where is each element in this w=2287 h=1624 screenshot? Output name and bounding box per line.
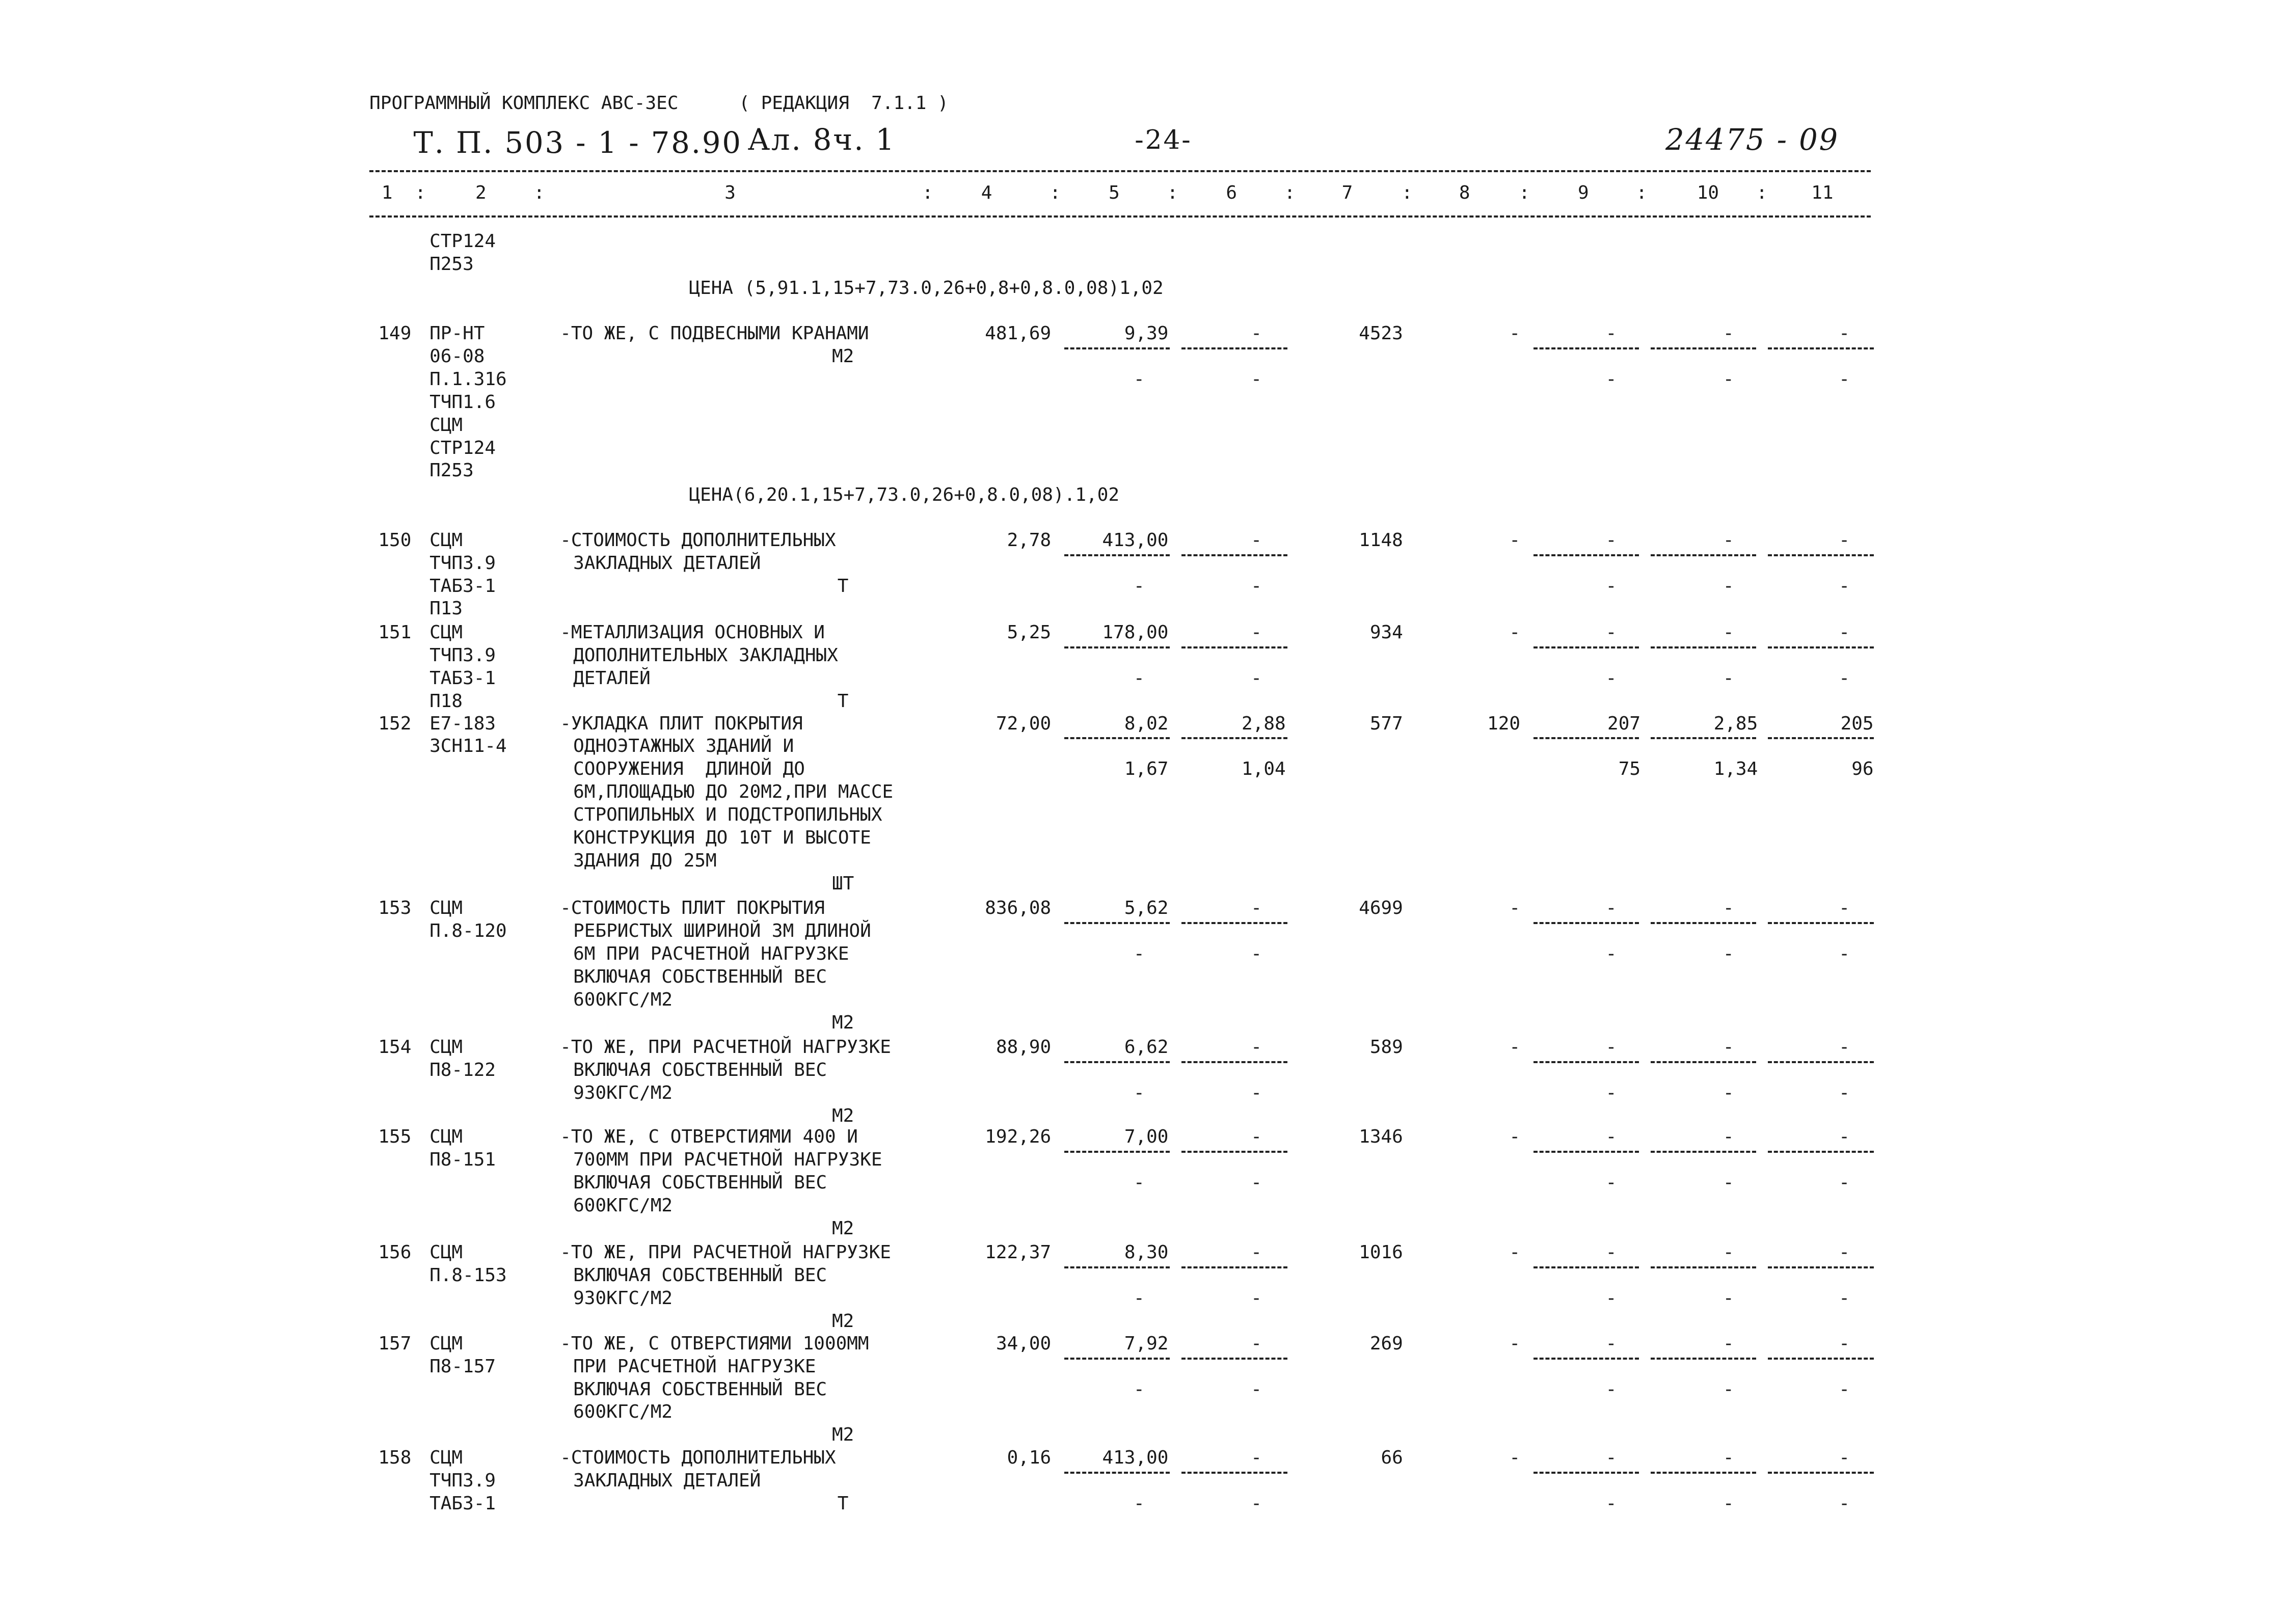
row-number: 157: [378, 1333, 412, 1354]
row-c5: 6,62: [1124, 1037, 1169, 1058]
row-c11b: -: [1839, 575, 1850, 597]
row-unit: Т: [837, 690, 849, 712]
row-c11b: 96: [1851, 759, 1874, 780]
row-code: ТЧП3.9: [429, 1470, 496, 1492]
row-c9: -: [1605, 1242, 1617, 1263]
row-c6: -: [1251, 1037, 1262, 1058]
row-description: -МЕТАЛЛИЗАЦИЯ ОСНОВНЫХ И: [560, 622, 825, 643]
row-c10: 2,85: [1713, 713, 1758, 734]
row-c11b: -: [1839, 1082, 1850, 1104]
row-code: П.8-153: [429, 1265, 507, 1286]
row-description: 930КГС/М2: [573, 1288, 673, 1309]
row-c7: 577: [1369, 713, 1403, 734]
row-c5: 413,00: [1102, 529, 1169, 551]
row-c11: -: [1839, 1333, 1850, 1354]
row-number: 156: [378, 1242, 412, 1263]
row-c11b: -: [1839, 1288, 1850, 1309]
row-c6b: -: [1251, 1493, 1262, 1514]
row-c8: -: [1509, 529, 1521, 551]
code-line: СТР124: [429, 230, 496, 252]
row-c10b: -: [1723, 575, 1734, 597]
row-number: 154: [378, 1037, 412, 1058]
row-split-rule: [1651, 554, 1756, 556]
row-split-rule: [1651, 1061, 1756, 1063]
row-c10b: -: [1723, 1172, 1734, 1193]
row-description: -СТОИМОСТЬ ДОПОЛНИТЕЛЬНЫХ: [560, 529, 836, 551]
row-code: СЦМ: [429, 622, 463, 643]
row-c7: 1016: [1359, 1242, 1403, 1263]
row-c6: -: [1251, 1126, 1262, 1147]
row-c11: -: [1839, 1037, 1850, 1058]
row-description: -СТОИМОСТЬ ПЛИТ ПОКРЫТИЯ: [560, 898, 825, 919]
row-description: ОДНОЭТАЖНЫХ ЗДАНИЙ И: [573, 736, 794, 757]
row-c9: -: [1605, 622, 1617, 643]
row-c8: -: [1509, 622, 1521, 643]
row-description: ВКЛЮЧАЯ СОБСТВЕННЫЙ ВЕС: [573, 1172, 827, 1193]
row-split-rule: [1533, 1151, 1639, 1153]
row-split-rule: [1064, 347, 1170, 349]
row-split-rule: [1768, 1151, 1873, 1153]
row-c11: -: [1839, 1242, 1850, 1263]
row-split-rule: [1651, 1266, 1756, 1268]
row-c6b: -: [1251, 1378, 1262, 1400]
row-unit: ШТ: [831, 873, 854, 894]
row-description: -ТО ЖЕ, С ОТВЕРСТИЯМИ 1000ММ: [560, 1333, 869, 1354]
row-c7: 66: [1381, 1447, 1403, 1469]
row-description: ЗАКЛАДНЫХ ДЕТАЛЕЙ: [573, 1470, 761, 1492]
row-c10: -: [1723, 898, 1734, 919]
row-code: П18: [429, 690, 463, 712]
row-c9b: -: [1605, 667, 1617, 689]
row-quantity: 72,00: [995, 713, 1052, 734]
row-split-rule: [1181, 1358, 1287, 1360]
row-split-rule: [1064, 1151, 1170, 1153]
row-c5: 413,00: [1102, 1447, 1169, 1469]
row-code: ЗСН11-4: [429, 736, 507, 757]
row-code: СЦМ: [429, 414, 463, 436]
column-separator: :: [1401, 182, 1413, 203]
row-c6: -: [1251, 1333, 1262, 1354]
column-number: 8: [1459, 182, 1470, 203]
row-c7: 1346: [1359, 1126, 1403, 1147]
row-number: 155: [378, 1126, 412, 1147]
row-split-rule: [1533, 554, 1639, 556]
row-split-rule: [1768, 1358, 1873, 1360]
row-c6: -: [1251, 323, 1262, 344]
row-quantity: 192,26: [985, 1126, 1052, 1147]
row-quantity: 0,16: [1007, 1447, 1052, 1469]
row-c8: -: [1509, 1333, 1521, 1354]
row-c5b: -: [1134, 667, 1145, 689]
row-c9b: -: [1605, 1082, 1617, 1104]
row-c8: -: [1509, 1242, 1521, 1263]
column-number: 4: [981, 182, 992, 203]
row-c9b: -: [1605, 1288, 1617, 1309]
row-quantity: 481,69: [985, 323, 1052, 344]
row-c11: 205: [1840, 713, 1874, 734]
row-c6b: -: [1251, 667, 1262, 689]
edition-label: ( РЕДАКЦИЯ 7.1.1 ): [739, 93, 949, 114]
row-c10b: -: [1723, 667, 1734, 689]
row-quantity: 5,25: [1007, 622, 1052, 643]
row-c5b: -: [1134, 368, 1145, 390]
row-description: 6М ПРИ РАСЧЕТНОЙ НАГРУЗКЕ: [573, 943, 849, 964]
column-separator: :: [1284, 182, 1296, 203]
row-split-rule: [1768, 554, 1873, 556]
row-c9b: -: [1605, 368, 1617, 390]
row-code: П.8-120: [429, 920, 507, 941]
row-c7: 934: [1369, 622, 1403, 643]
row-unit: М2: [831, 1310, 854, 1332]
row-c7: 1148: [1359, 529, 1403, 551]
row-c11b: -: [1839, 1172, 1850, 1193]
row-split-rule: [1533, 922, 1639, 924]
row-c8: -: [1509, 1126, 1521, 1147]
row-c8: -: [1509, 1037, 1521, 1058]
row-c10: -: [1723, 1126, 1734, 1147]
row-c5b: -: [1134, 1493, 1145, 1514]
row-c6b: -: [1251, 943, 1262, 964]
row-c5: 8,02: [1124, 713, 1169, 734]
row-split-rule: [1533, 1266, 1639, 1268]
row-c6b: 1,04: [1242, 759, 1286, 780]
row-split-rule: [1064, 1266, 1170, 1268]
row-description: -ТО ЖЕ, С ПОДВЕСНЫМИ КРАНАМИ: [560, 323, 869, 344]
row-description: ВКЛЮЧАЯ СОБСТВЕННЫЙ ВЕС: [573, 966, 827, 987]
row-c8: 120: [1487, 713, 1521, 734]
row-c6b: -: [1251, 575, 1262, 597]
row-code: Е7-183: [429, 713, 496, 734]
row-c11b: -: [1839, 943, 1850, 964]
row-c10b: 1,34: [1713, 759, 1758, 780]
row-split-rule: [1064, 1472, 1170, 1474]
row-c11: -: [1839, 622, 1850, 643]
row-code: СЦМ: [429, 1333, 463, 1354]
row-code: ТАБ3-1: [429, 1493, 496, 1514]
row-split-rule: [1181, 1061, 1287, 1063]
row-split-rule: [1651, 1151, 1756, 1153]
row-c11b: -: [1839, 1378, 1850, 1400]
row-description: ЗДАНИЯ ДО 25М: [573, 850, 717, 871]
row-c6: -: [1251, 898, 1262, 919]
row-unit: М2: [831, 345, 854, 367]
price-note: ЦЕНА (5,91.1,15+7,73.0,26+0,8+0,8.0,08)1,02: [689, 277, 1164, 299]
row-unit: М2: [831, 1217, 854, 1239]
row-c5: 8,30: [1124, 1242, 1169, 1263]
row-description: 6М,ПЛОЩАДЬЮ ДО 20М2,ПРИ МАССЕ: [573, 781, 894, 803]
row-split-rule: [1533, 646, 1639, 648]
column-separator: :: [922, 182, 933, 203]
row-code: ПР-НТ: [429, 323, 485, 344]
row-c8: -: [1509, 323, 1521, 344]
row-description: 600КГС/М2: [573, 1401, 673, 1423]
column-separator: :: [1167, 182, 1178, 203]
row-code: П8-157: [429, 1356, 496, 1377]
row-c6: -: [1251, 1447, 1262, 1469]
row-c10: -: [1723, 1333, 1734, 1354]
row-quantity: 2,78: [1007, 529, 1052, 551]
row-split-rule: [1768, 1472, 1873, 1474]
row-split-rule: [1181, 922, 1287, 924]
row-split-rule: [1064, 1061, 1170, 1063]
row-c10b: -: [1723, 1378, 1734, 1400]
row-split-rule: [1651, 922, 1756, 924]
row-code: П8-151: [429, 1149, 496, 1170]
row-c9: -: [1605, 898, 1617, 919]
row-number: 149: [378, 323, 412, 344]
column-separator: :: [415, 182, 426, 203]
row-description: ПРИ РАСЧЕТНОЙ НАГРУЗКЕ: [573, 1356, 816, 1377]
column-separator: :: [533, 182, 545, 203]
row-description: ВКЛЮЧАЯ СОБСТВЕННЫЙ ВЕС: [573, 1265, 827, 1286]
row-description: -ТО ЖЕ, ПРИ РАСЧЕТНОЙ НАГРУЗКЕ: [560, 1037, 891, 1058]
row-c11: -: [1839, 1126, 1850, 1147]
row-split-rule: [1533, 347, 1639, 349]
row-c6b: -: [1251, 1082, 1262, 1104]
row-code: СЦМ: [429, 1126, 463, 1147]
row-split-rule: [1533, 1061, 1639, 1063]
row-c10: -: [1723, 323, 1734, 344]
row-description: РЕБРИСТЫХ ШИРИНОЙ 3М ДЛИНОЙ: [573, 920, 871, 941]
row-c5: 7,92: [1124, 1333, 1169, 1354]
row-c5b: -: [1134, 943, 1145, 964]
row-c9: -: [1605, 529, 1617, 551]
row-c7: 269: [1369, 1333, 1403, 1354]
row-c10: -: [1723, 1242, 1734, 1263]
row-unit: Т: [837, 575, 849, 597]
row-c9: -: [1605, 1037, 1617, 1058]
row-split-rule: [1768, 646, 1873, 648]
row-c7: 4523: [1359, 323, 1403, 344]
column-separator: :: [1756, 182, 1768, 203]
row-c9b: -: [1605, 1172, 1617, 1193]
row-split-rule: [1533, 1358, 1639, 1360]
row-unit: Т: [837, 1493, 849, 1514]
row-quantity: 88,90: [995, 1037, 1052, 1058]
row-split-rule: [1181, 347, 1287, 349]
row-c10b: -: [1723, 1288, 1734, 1309]
code-line: П253: [429, 253, 474, 275]
row-split-rule: [1181, 1472, 1287, 1474]
row-description: ВКЛЮЧАЯ СОБСТВЕННЫЙ ВЕС: [573, 1378, 827, 1400]
row-number: 150: [378, 529, 412, 551]
row-code: ТЧП3.9: [429, 644, 496, 666]
row-split-rule: [1064, 646, 1170, 648]
row-c11: -: [1839, 1447, 1850, 1469]
row-c9: 207: [1607, 713, 1641, 734]
row-description: КОНСТРУКЦИЯ ДО 10Т И ВЫСОТЕ: [573, 827, 871, 848]
row-description: СТРОПИЛЬНЫХ И ПОДСТРОПИЛЬНЫХ: [573, 804, 882, 826]
row-code: СЦМ: [429, 1242, 463, 1263]
row-description: 930КГС/М2: [573, 1082, 673, 1104]
row-c7: 4699: [1359, 898, 1403, 919]
row-c6b: -: [1251, 1288, 1262, 1309]
row-split-rule: [1181, 646, 1287, 648]
row-c8: -: [1509, 898, 1521, 919]
row-c5: 7,00: [1124, 1126, 1169, 1147]
row-number: 153: [378, 898, 412, 919]
row-unit: М2: [831, 1012, 854, 1033]
row-c5b: -: [1134, 1378, 1145, 1400]
row-code: П253: [429, 460, 474, 481]
column-number: 1: [381, 182, 393, 203]
row-code: СЦМ: [429, 529, 463, 551]
row-split-rule: [1533, 737, 1639, 739]
row-c9: -: [1605, 323, 1617, 344]
row-split-rule: [1768, 347, 1873, 349]
row-c5b: -: [1134, 1082, 1145, 1104]
row-description: СООРУЖЕНИЯ ДЛИНОЙ ДО: [573, 759, 805, 780]
row-code: ТЧП3.9: [429, 552, 496, 574]
project-code: Т. П. 503 - 1 - 78.90: [413, 125, 742, 160]
row-split-rule: [1768, 922, 1873, 924]
column-number: 3: [724, 182, 736, 203]
price-note: ЦЕНА(6,20.1,15+7,73.0,26+0,8.0,08).1,02: [689, 484, 1120, 505]
row-code: ТАБ3-1: [429, 667, 496, 689]
row-description: -СТОИМОСТЬ ДОПОЛНИТЕЛЬНЫХ: [560, 1447, 836, 1469]
row-c5: 9,39: [1124, 323, 1169, 344]
row-c5b: -: [1134, 575, 1145, 597]
row-code: СЦМ: [429, 898, 463, 919]
row-c6b: -: [1251, 1172, 1262, 1193]
row-split-rule: [1064, 554, 1170, 556]
row-c6: -: [1251, 622, 1262, 643]
column-separator: :: [1050, 182, 1061, 203]
row-c8: -: [1509, 1447, 1521, 1469]
row-code: П8-122: [429, 1060, 496, 1081]
row-code: П.1.316: [429, 368, 507, 390]
row-c9b: 75: [1618, 759, 1641, 780]
row-c5b: -: [1134, 1288, 1145, 1309]
row-split-rule: [1181, 1266, 1287, 1268]
row-c10b: -: [1723, 368, 1734, 390]
row-description: -ТО ЖЕ, ПРИ РАСЧЕТНОЙ НАГРУЗКЕ: [560, 1242, 891, 1263]
row-split-rule: [1064, 737, 1170, 739]
row-description: 700ММ ПРИ РАСЧЕТНОЙ НАГРУЗКЕ: [573, 1149, 882, 1170]
row-split-rule: [1768, 737, 1873, 739]
row-split-rule: [1181, 554, 1287, 556]
row-c10b: -: [1723, 1493, 1734, 1514]
row-c10: -: [1723, 1447, 1734, 1469]
row-c10: -: [1723, 529, 1734, 551]
row-c10b: -: [1723, 943, 1734, 964]
row-description: -УКЛАДКА ПЛИТ ПОКРЫТИЯ: [560, 713, 803, 734]
row-number: 151: [378, 622, 412, 643]
row-c11: -: [1839, 529, 1850, 551]
row-code: ТЧП1.6: [429, 391, 496, 413]
row-split-rule: [1651, 1358, 1756, 1360]
column-separator: :: [1519, 182, 1530, 203]
row-description: 600КГС/М2: [573, 989, 673, 1010]
page-number: -24-: [1135, 125, 1192, 156]
header-rule-top: [369, 170, 1871, 172]
row-split-rule: [1064, 1358, 1170, 1360]
row-quantity: 122,37: [985, 1242, 1052, 1263]
row-c6: -: [1251, 1242, 1262, 1263]
row-c5b: -: [1134, 1172, 1145, 1193]
row-c9b: -: [1605, 1493, 1617, 1514]
row-c10: -: [1723, 1037, 1734, 1058]
row-unit: М2: [831, 1424, 854, 1446]
row-number: 152: [378, 713, 412, 734]
row-split-rule: [1651, 347, 1756, 349]
column-number: 10: [1697, 182, 1719, 203]
column-number: 9: [1577, 182, 1589, 203]
row-description: ДЕТАЛЕЙ: [573, 667, 651, 689]
row-code: ТАБ3-1: [429, 575, 496, 597]
row-c6b: -: [1251, 368, 1262, 390]
header-rule-bottom: [369, 215, 1871, 218]
row-code: СЦМ: [429, 1037, 463, 1058]
program-title: ПРОГРАММНЫЙ КОМПЛЕКС АВС-3ЕС: [369, 93, 679, 114]
document-number: 24475 - 09: [1665, 123, 1840, 157]
column-number: 2: [475, 182, 487, 203]
row-split-rule: [1651, 646, 1756, 648]
row-code: СТР124: [429, 437, 496, 458]
row-c9: -: [1605, 1333, 1617, 1354]
row-code: 06-08: [429, 345, 485, 367]
row-quantity: 34,00: [995, 1333, 1052, 1354]
row-c5: 5,62: [1124, 898, 1169, 919]
row-code: СЦМ: [429, 1447, 463, 1469]
row-split-rule: [1651, 1472, 1756, 1474]
row-description: -ТО ЖЕ, С ОТВЕРСТИЯМИ 400 И: [560, 1126, 858, 1147]
row-description: ЗАКЛАДНЫХ ДЕТАЛЕЙ: [573, 552, 761, 574]
row-split-rule: [1768, 1266, 1873, 1268]
column-number: 7: [1341, 182, 1353, 203]
row-c9: -: [1605, 1447, 1617, 1469]
row-quantity: 836,08: [985, 898, 1052, 919]
row-description: 600КГС/М2: [573, 1195, 673, 1216]
row-c9b: -: [1605, 1378, 1617, 1400]
row-split-rule: [1768, 1061, 1873, 1063]
column-number: 11: [1811, 182, 1834, 203]
row-c11b: -: [1839, 368, 1850, 390]
column-separator: :: [1636, 182, 1648, 203]
row-split-rule: [1181, 737, 1287, 739]
row-c9b: -: [1605, 575, 1617, 597]
row-split-rule: [1064, 922, 1170, 924]
row-split-rule: [1533, 1472, 1639, 1474]
row-code: П13: [429, 598, 463, 619]
row-description: ДОПОЛНИТЕЛЬНЫХ ЗАКЛАДНЫХ: [573, 644, 838, 666]
column-number: 6: [1226, 182, 1237, 203]
row-c5b: 1,67: [1124, 759, 1169, 780]
column-number: 5: [1109, 182, 1120, 203]
row-split-rule: [1651, 737, 1756, 739]
row-c7: 589: [1369, 1037, 1403, 1058]
row-unit: М2: [831, 1105, 854, 1127]
row-c11: -: [1839, 323, 1850, 344]
row-c10b: -: [1723, 1082, 1734, 1104]
row-c9: -: [1605, 1126, 1617, 1147]
row-c11b: -: [1839, 1493, 1850, 1514]
row-split-rule: [1181, 1151, 1287, 1153]
row-c6: -: [1251, 529, 1262, 551]
row-number: 158: [378, 1447, 412, 1469]
row-c11b: -: [1839, 667, 1850, 689]
row-c9b: -: [1605, 943, 1617, 964]
album-label: Ал. 8ч. 1: [747, 123, 896, 157]
row-c5: 178,00: [1102, 622, 1169, 643]
row-description: ВКЛЮЧАЯ СОБСТВЕННЫЙ ВЕС: [573, 1060, 827, 1081]
row-c11: -: [1839, 898, 1850, 919]
row-c10: -: [1723, 622, 1734, 643]
row-c6: 2,88: [1242, 713, 1286, 734]
